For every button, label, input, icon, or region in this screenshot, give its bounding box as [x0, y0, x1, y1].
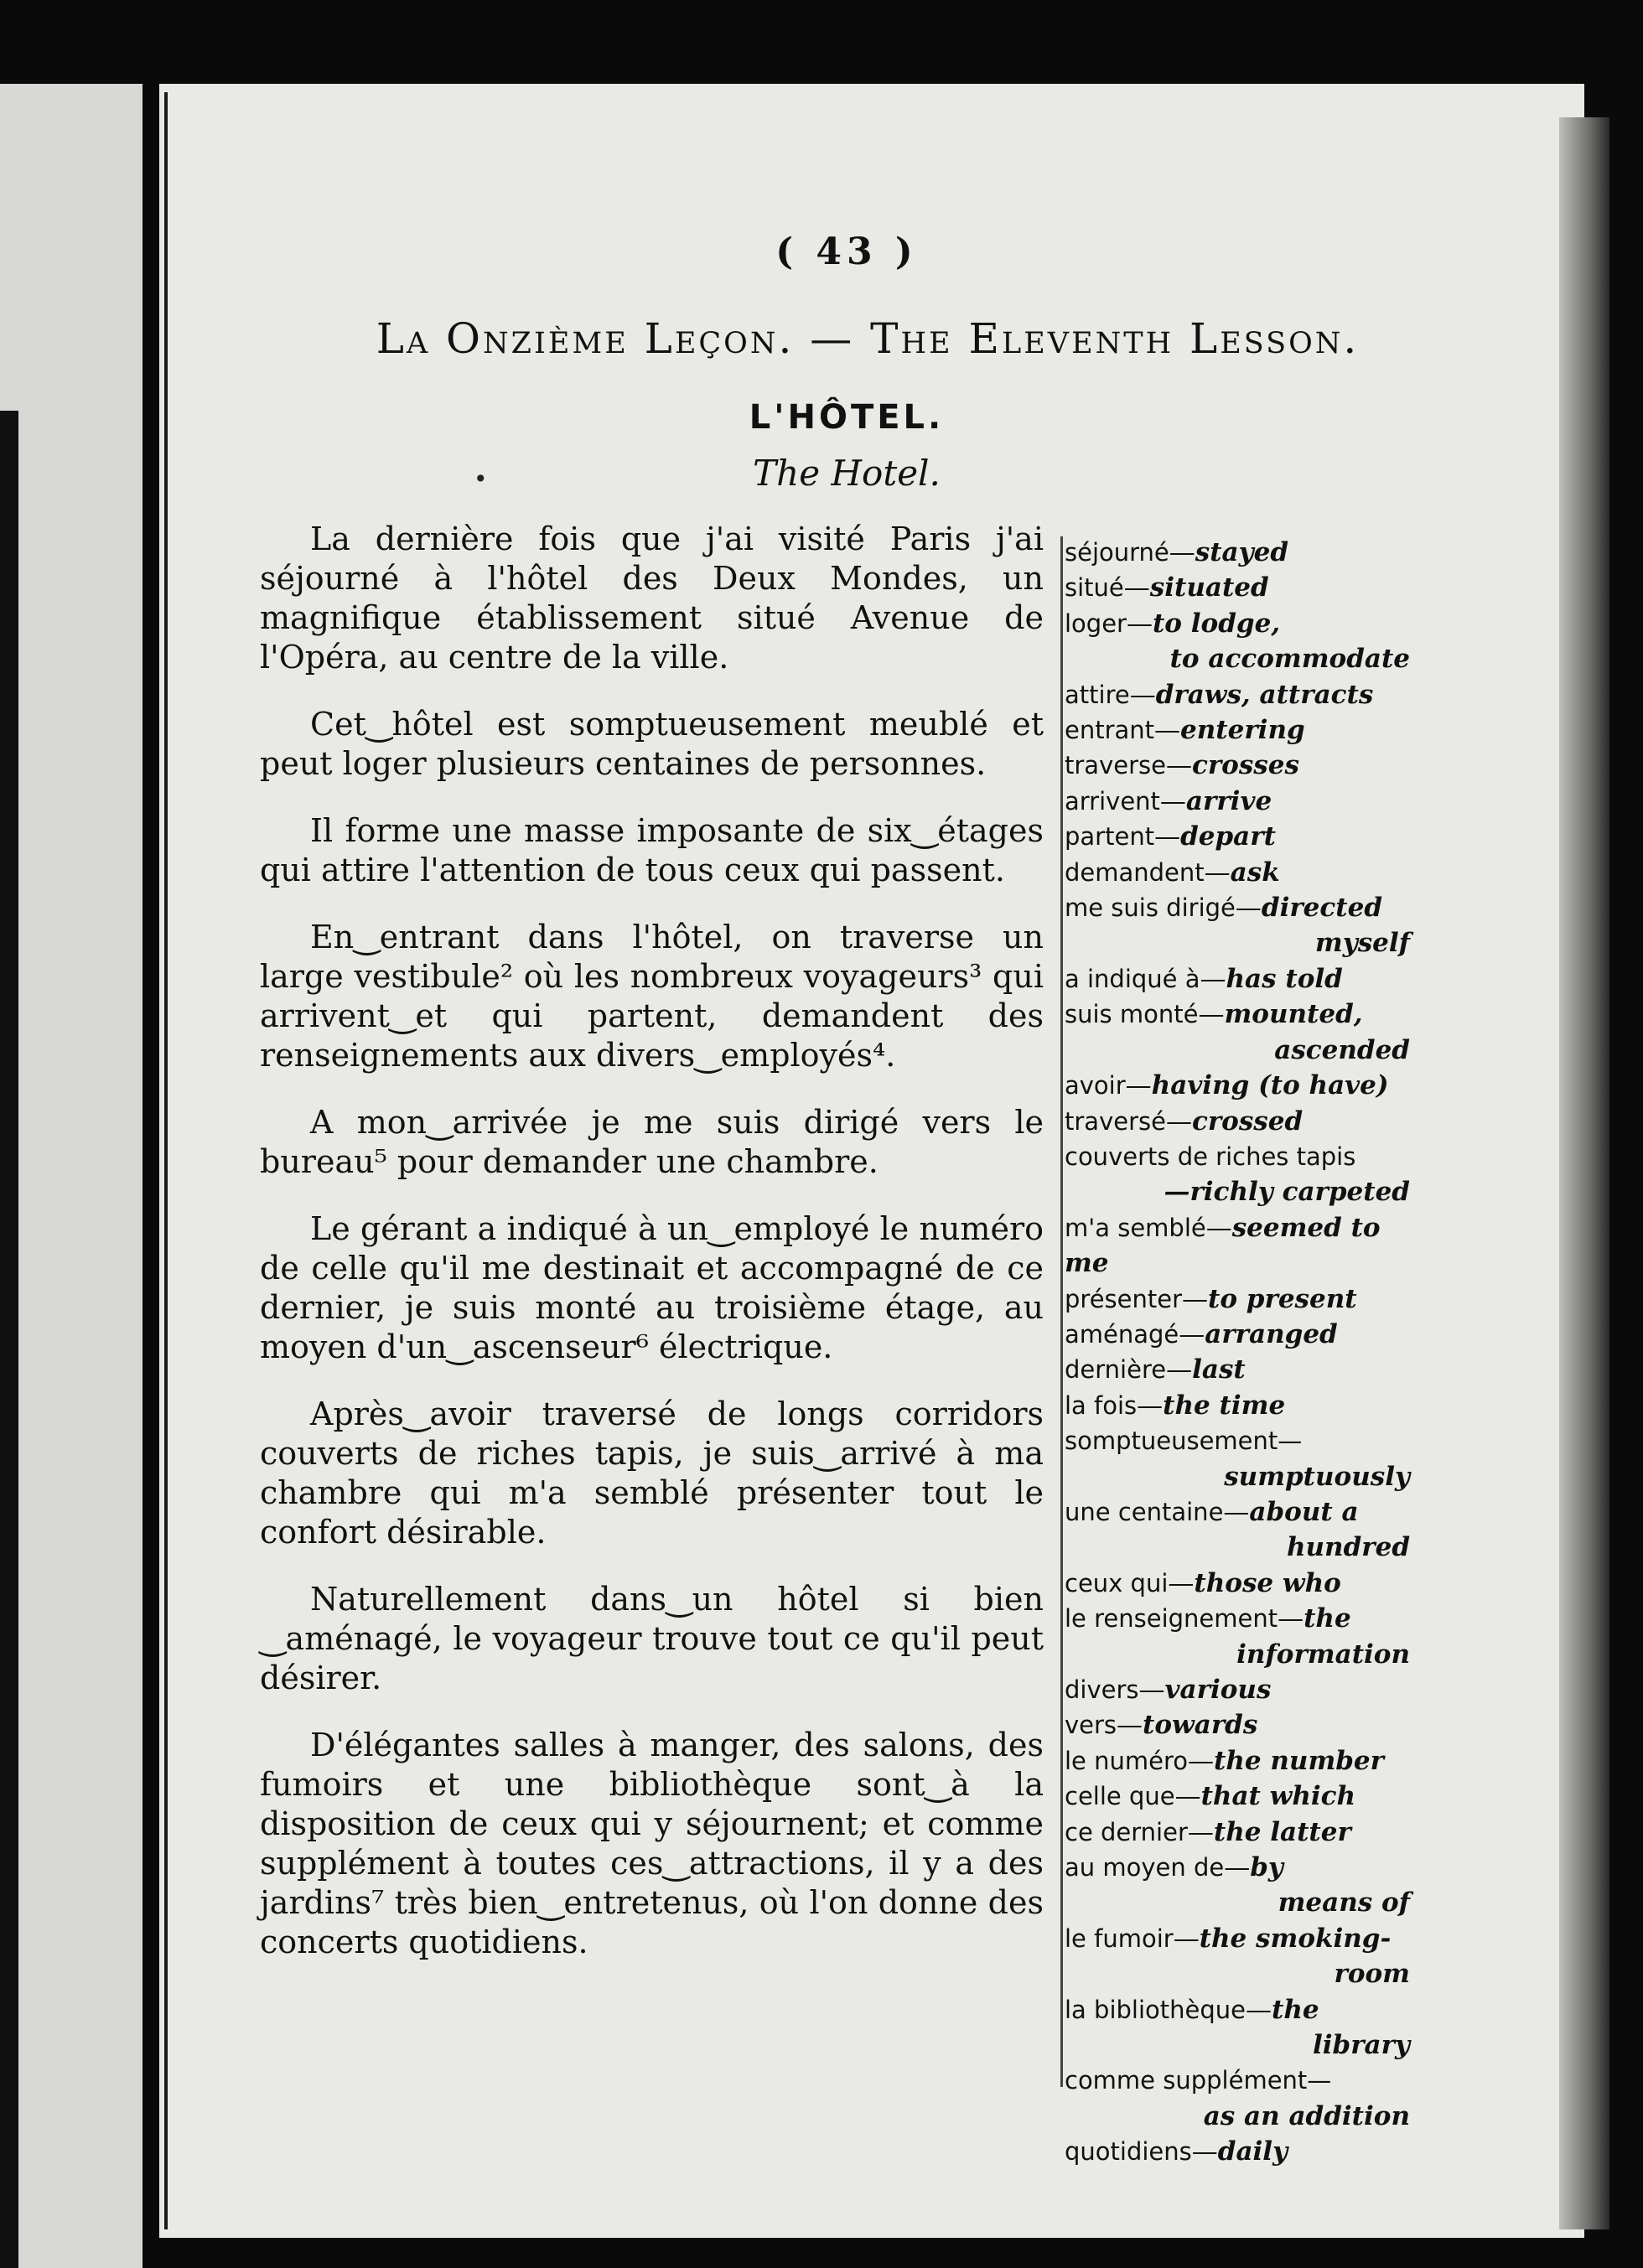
glossary-translation: the number: [1214, 1745, 1384, 1776]
glossary-term: me suis dirigé: [1065, 893, 1236, 923]
glossary-translation: crosses: [1191, 750, 1299, 781]
glossary-entry: [1065, 1139, 1417, 1174]
glossary-entry: suis monté—mounted,: [1065, 999, 1363, 1030]
glossary-entry: le renseignement—the: [1065, 1603, 1351, 1634]
glossary-term: la bibliothèque: [1065, 1995, 1246, 2024]
glossary-term: divers: [1065, 1675, 1139, 1704]
glossary-translation-continued: myself: [1314, 928, 1410, 959]
glossary-translation-continued: library: [1313, 2030, 1410, 2061]
glossary-translation: crossed: [1191, 1106, 1304, 1137]
paragraph: A mon‿arrivée je me suis dirigé vers le bureau⁵ pour demander une chambre.: [260, 1104, 1044, 1180]
glossary-term: la fois: [1065, 1390, 1138, 1420]
adjacent-page-rule: [0, 411, 18, 2268]
glossary-entry: la fois—the time: [1065, 1390, 1286, 1421]
glossary-translation: the smoking-: [1199, 1923, 1392, 1954]
lesson-body: [260, 520, 1044, 1990]
glossary-translation-continued: as an addition: [1203, 2100, 1410, 2131]
bullet-mark: •: [474, 465, 488, 493]
glossary-term: comme supplément—: [1065, 2066, 1332, 2095]
vocabulary-glossary: [1065, 535, 1417, 2170]
glossary-translation: entering: [1180, 715, 1305, 746]
glossary-translation-continued: information: [1236, 1639, 1410, 1670]
paragraph: La dernière fois que j'ai visité Paris j'ai séjourné à l'hôtel des Deux Mondes, un magnifique établissement situé Avenue de l'Opéra, au centre de la ville.: [260, 520, 1044, 676]
glossary-term: loger: [1065, 608, 1127, 638]
paragraph: En‿entrant dans l'hôtel, on traverse un large vestibule² où les nombreux voyageurs³ qui arrivent‿et qui partent, demandent des renseignements aux divers‿employés⁴.: [260, 919, 1044, 1074]
glossary-entry: a indiqué à—has told: [1065, 963, 1343, 994]
glossary-translation: the: [1272, 1994, 1319, 2025]
glossary-translation: those who: [1194, 1567, 1341, 1598]
glossary-entry: ceux qui—those who: [1065, 1567, 1341, 1598]
glossary-translation: to present: [1208, 1283, 1357, 1314]
glossary-entry: entrant—entering: [1065, 715, 1305, 746]
glossary-entry: le numéro—the number: [1065, 1745, 1384, 1776]
glossary-entry: attire—draws, attracts: [1065, 679, 1374, 710]
glossary-term: le numéro: [1065, 1746, 1188, 1775]
glossary-translation: to lodge,: [1152, 608, 1281, 639]
glossary-translation: mounted,: [1224, 999, 1363, 1030]
glossary-entry: dernière—last: [1065, 1354, 1246, 1385]
glossary-entry: aménagé—arranged: [1065, 1318, 1338, 1349]
glossary-entry: partent—depart: [1065, 821, 1276, 852]
glossary-term: couverts de riches tapis: [1065, 1142, 1356, 1171]
glossary-term: vers: [1065, 1711, 1117, 1740]
glossary-entry: avoir—having (to have): [1065, 1070, 1389, 1101]
glossary-translation-continued: to accommodate: [1169, 644, 1410, 675]
glossary-entry: loger—to lodge,: [1065, 608, 1281, 639]
glossary-translation: has told: [1226, 963, 1343, 994]
glossary-term: le fumoir: [1065, 1924, 1174, 1953]
glossary-entry: [1065, 1423, 1417, 1458]
glossary-entry: celle que—that which: [1065, 1781, 1356, 1812]
glossary-translation: the: [1304, 1603, 1351, 1634]
glossary-term: quotidiens: [1065, 2137, 1192, 2167]
glossary-term: une centaine: [1065, 1497, 1224, 1526]
glossary-translation-continued: means of: [1278, 1887, 1410, 1918]
glossary-entry: quotidiens—daily: [1065, 2136, 1288, 2167]
glossary-term: ceux qui: [1065, 1568, 1169, 1597]
lesson-title: La Onzième Leçon. — The Eleventh Lesson.: [376, 314, 1360, 363]
glossary-translation-continued: —richly carpeted: [1164, 1177, 1410, 1208]
glossary-term: celle que: [1065, 1782, 1175, 1811]
section-subtitle: The Hotel.: [753, 453, 941, 494]
glossary-entry: me suis dirigé—directed: [1065, 893, 1382, 924]
glossary-translation: arrive: [1185, 785, 1272, 816]
paragraph: Cet‿hôtel est somptueusement meublé et peut loger plusieurs centaines de personnes.: [260, 706, 1044, 782]
glossary-term: a indiqué à: [1065, 964, 1200, 993]
glossary-translation: situated: [1149, 572, 1269, 603]
glossary-term: attire: [1065, 680, 1130, 709]
glossary-entry: vers—towards: [1065, 1710, 1258, 1741]
glossary-translation: about a: [1249, 1496, 1359, 1527]
paragraph: Il forme une masse imposante de six‿étages qui attire l'attention de tous ceux qui passent.: [260, 812, 1044, 888]
glossary-entry: demandent—ask: [1065, 857, 1280, 888]
glossary-entry: séjourné—stayed: [1065, 537, 1289, 567]
paragraph: D'élégantes salles à manger, des salons, des fumoirs et une bibliothèque sont‿à la disposition de ceux qui y séjournent; et comme supplément à toutes ces‿attractions, il y a des jardins⁷ très bien‿entretenus, où l'on donne des concerts quotidiens.: [260, 1727, 1044, 1960]
glossary-term: dernière: [1065, 1355, 1167, 1385]
glossary-term: somptueusement—: [1065, 1427, 1303, 1456]
glossary-entry: m'a semblé—seemed to me: [1065, 1212, 1381, 1279]
glossary-translation: towards: [1143, 1710, 1258, 1741]
glossary-term: ce dernier: [1065, 1817, 1188, 1846]
glossary-translation: stayed: [1195, 537, 1289, 567]
glossary-entry: la bibliothèque—the: [1065, 1994, 1319, 2025]
glossary-term: partent: [1065, 822, 1155, 852]
glossary-entry: le fumoir—the smoking-: [1065, 1923, 1392, 1954]
book-gutter: [164, 92, 168, 2229]
glossary-translation: daily: [1217, 2136, 1288, 2167]
glossary-translation-continued: hundred: [1286, 1532, 1410, 1563]
glossary-term: situé: [1065, 573, 1124, 603]
page-number: ( 43 ): [775, 230, 918, 273]
glossary-term: entrant: [1065, 716, 1155, 745]
paragraph: Le gérant a indiqué à un‿employé le numéro de celle qu'il me destinait et accompagné de ce dernier, je suis monté au troisième étage, au moyen d'un‿ascenseur⁶ électrique.: [260, 1210, 1044, 1365]
adjacent-page-edge: [0, 84, 143, 2268]
glossary-term: séjourné: [1065, 538, 1169, 567]
glossary-translation: that which: [1200, 1781, 1356, 1812]
glossary-translation: draws, attracts: [1155, 679, 1374, 710]
glossary-entry: divers—various: [1065, 1675, 1272, 1705]
glossary-translation: arranged: [1205, 1318, 1338, 1349]
glossary-translation: directed: [1261, 893, 1382, 924]
glossary-term: au moyen de: [1065, 1853, 1225, 1882]
column-divider: [1060, 536, 1063, 2087]
glossary-entry: [1065, 2063, 1417, 2098]
paragraph: Après‿avoir traversé de longs corridors couverts de riches tapis, je suis‿arrivé à ma chambre qui m'a semblé présenter tout le confort désirable.: [260, 1395, 1044, 1551]
glossary-term: traverse: [1065, 751, 1166, 780]
glossary-translation: last: [1192, 1354, 1246, 1385]
glossary-translation: various: [1164, 1675, 1272, 1705]
glossary-term: arrivent: [1065, 786, 1160, 816]
page-stack-edge: [1559, 117, 1609, 2229]
glossary-term: le renseignement: [1065, 1604, 1278, 1634]
glossary-entry: présenter—to present: [1065, 1283, 1357, 1314]
glossary-entry: traversé—crossed: [1065, 1106, 1304, 1137]
glossary-translation: having (to have): [1151, 1070, 1389, 1101]
glossary-entry: arrivent—arrive: [1065, 785, 1272, 816]
glossary-term: aménagé: [1065, 1319, 1179, 1349]
glossary-translation-continued: room: [1334, 1959, 1410, 1990]
glossary-term: demandent: [1065, 857, 1205, 887]
glossary-term: présenter: [1065, 1284, 1183, 1313]
glossary-translation: the time: [1163, 1390, 1286, 1421]
glossary-entry: situé—situated: [1065, 572, 1269, 603]
glossary-translation-continued: ascended: [1274, 1034, 1410, 1065]
glossary-translation: depart: [1180, 821, 1276, 852]
paragraph: Naturellement dans‿un hôtel si bien ‿aménagé, le voyageur trouve tout ce qu'il peut désirer.: [260, 1581, 1044, 1696]
glossary-translation: ask: [1230, 857, 1280, 888]
glossary-translation: seemed to me: [1065, 1212, 1381, 1279]
glossary-term: avoir: [1065, 1071, 1126, 1100]
glossary-term: traversé: [1065, 1106, 1166, 1136]
glossary-entry: ce dernier—the latter: [1065, 1816, 1351, 1847]
glossary-term: suis monté: [1065, 1000, 1199, 1029]
glossary-translation: by: [1250, 1852, 1283, 1883]
glossary-entry: au moyen de—by: [1065, 1852, 1283, 1883]
glossary-entry: une centaine—about a: [1065, 1496, 1359, 1527]
glossary-translation-continued: sumptuously: [1224, 1461, 1410, 1492]
section-title: L'HÔTEL.: [749, 398, 945, 437]
glossary-term: m'a semblé: [1065, 1213, 1206, 1242]
glossary-translation: the latter: [1213, 1816, 1351, 1847]
glossary-entry: traverse—crosses: [1065, 750, 1299, 781]
